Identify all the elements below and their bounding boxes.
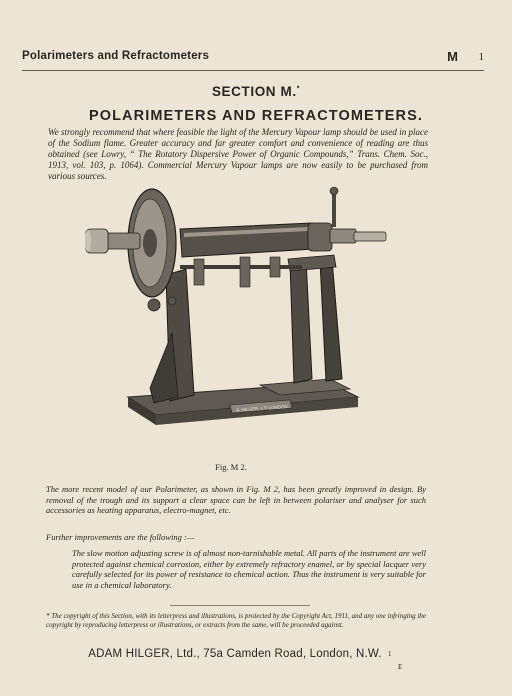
section-title-text: SECTION M. [211, 84, 297, 99]
paragraph-improvements: The slow motion adjusting screw is of almost non-tarnishable metal. All parts of the instrument are well protected against chemical corrosion, either by extremely refractory enamel, or by special lacquer very carefully selected for its power of resistance to chemical action. Thus the instrument is very suitable for use in a chemical laboratory. [72, 548, 426, 590]
slow-motion-knob-2 [168, 297, 176, 305]
header-rule [22, 70, 484, 71]
signature-mark: E [398, 663, 403, 671]
footnote-rule [170, 605, 310, 606]
intro-paragraph: We strongly recommend that where feasible the light of the Mercury Vapour lamp should be used in place of the Sodium flame. Greater accuracy and far greater comfort and convenience of reading are thus obtained (see Lowry, “ The Rotatory Dispersive Power of Organic Compounds,” Trans. Chem. Soc., 1913, vol. 103, p. 1064). Commercial Mercury Vapour lamps are now easily to be purchased from various sources. [48, 127, 428, 181]
adjusting-screw-knob [330, 187, 338, 195]
main-title: POLARIMETERS AND REFRACTOMETERS. [88, 108, 424, 124]
section-footnote-mark: * [296, 85, 301, 93]
page-number: 1 [478, 51, 484, 63]
clamp-2 [240, 257, 250, 287]
eyepiece-lens [85, 230, 91, 252]
polarimeter-figure [80, 183, 410, 443]
polariser-tube [106, 233, 140, 249]
section-mark: M [447, 49, 458, 64]
eyepiece-right [354, 232, 386, 241]
divided-circle-hub [143, 229, 157, 257]
figure-caption: Fig. M 2. [215, 462, 247, 472]
publisher-imprint: ADAM HILGER, Ltd., 75a Camden Road, London, N.W. [88, 648, 382, 660]
running-title: Polarimeters and Refractometers [22, 50, 210, 62]
paragraph-model-description: The more recent model of our Polarimeter, as shown in Fig. M 2, has been greatly improved in design. By removal of the trough and its support a clear space can be left in between polariser and analyser for such accessories as heating apparatus, electro-magnet, etc. [46, 484, 426, 515]
running-head [22, 50, 484, 66]
right-pillar-a [290, 259, 312, 383]
base-inscription: A. HILGER, Lᵀᴰ LONDON. [235, 403, 290, 413]
analyser-collar [308, 223, 332, 251]
slow-motion-knob [148, 299, 160, 311]
copyright-footnote: * The copyright of this Section, with its letterpress and illustrations, is protected by the Copyright Act, 1911, and any one infringing the copyright by reproducing letterpress or illustrations, or extracts from the same, will be proceeded against. [46, 612, 426, 629]
paragraph-improvements-intro: Further improvements are the following :— [46, 532, 195, 542]
imprint-mark: 1 [388, 650, 392, 658]
clamp-3 [270, 257, 280, 277]
adjusting-screw [332, 191, 336, 227]
clamp-1 [194, 259, 204, 285]
right-pillar-b [320, 259, 342, 381]
section-title [0, 84, 512, 99]
analyser-tube [330, 229, 356, 243]
